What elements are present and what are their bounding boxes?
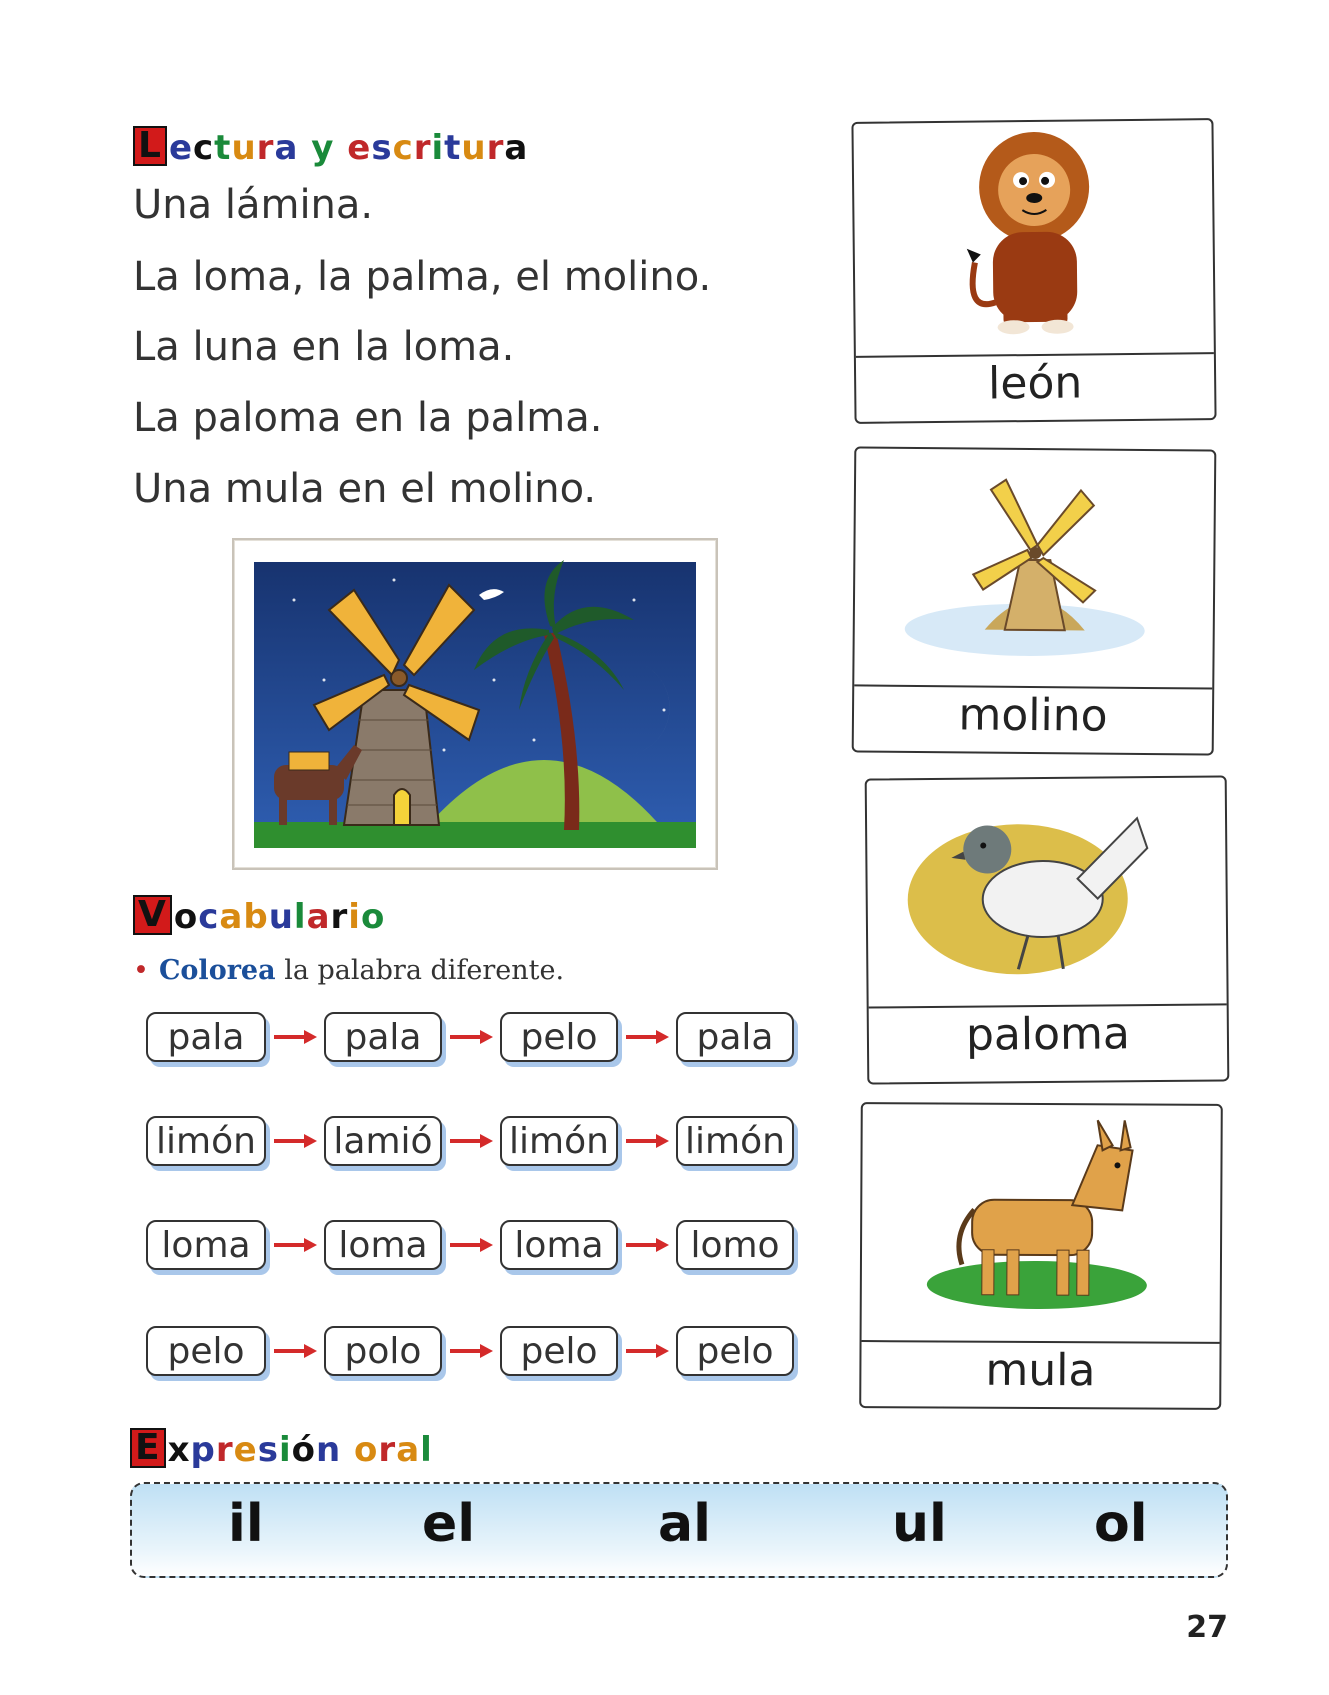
heading-letter: e (168, 128, 194, 168)
heading-letter: a (274, 128, 299, 168)
heading-letter: b (243, 897, 269, 937)
heading-letter (298, 128, 311, 168)
heading-letter: o (360, 897, 386, 937)
heading-letter: r (215, 1430, 234, 1470)
word-box[interactable]: loma (324, 1220, 442, 1270)
heading-letter: l (420, 1430, 433, 1470)
arrow-right-icon (618, 1027, 676, 1047)
heading-letter: r (378, 1430, 397, 1470)
arrow-right-icon (442, 1235, 500, 1255)
word-box[interactable]: lomo (676, 1220, 794, 1270)
heading-letters (168, 1432, 433, 1468)
heading-letters (169, 130, 528, 166)
word-box[interactable]: pelo (676, 1326, 794, 1376)
heading-letter: i (431, 128, 445, 168)
heading-letter: p (190, 1430, 216, 1470)
arrow-right-icon (266, 1131, 324, 1151)
heading-letter: y (311, 128, 335, 168)
word-box[interactable]: loma (146, 1220, 266, 1270)
heading-letter: i (278, 1430, 292, 1470)
card-label: paloma (965, 1008, 1131, 1061)
heading-letter: t (214, 128, 232, 168)
bullet-icon: • (133, 955, 149, 986)
heading-letter (341, 1430, 354, 1470)
heading-letter: r (486, 128, 505, 168)
word-box[interactable]: lamió (324, 1116, 442, 1166)
mule-icon (862, 1104, 1221, 1342)
heading-letter: u (231, 128, 257, 168)
heading-letter: a (219, 897, 244, 937)
picture-card-leon (851, 118, 1216, 424)
heading-letter: r (256, 128, 275, 168)
heading-letter: u (461, 128, 487, 168)
heading-letter: r (330, 897, 349, 937)
reading-line-4: La paloma en la palma. (133, 395, 603, 441)
word-box[interactable]: pelo (500, 1326, 618, 1376)
word-row-3 (146, 1220, 794, 1270)
heading-initial: E (130, 1428, 166, 1468)
instruction-verb: Colorea (158, 955, 276, 986)
word-box[interactable]: pala (146, 1012, 266, 1062)
word-box[interactable]: limón (676, 1116, 794, 1166)
picture-card-mula (859, 1102, 1223, 1410)
heading-letter: i (348, 897, 361, 937)
word-row-2 (146, 1116, 794, 1166)
word-box[interactable]: pala (324, 1012, 442, 1062)
reading-line-1: Una lámina. (133, 182, 374, 228)
heading-letter: t (444, 128, 462, 168)
word-row-4 (146, 1326, 794, 1376)
arrow-right-icon (442, 1131, 500, 1151)
word-box[interactable]: pala (676, 1012, 794, 1062)
syllable: ul (892, 1494, 947, 1554)
word-box[interactable]: polo (324, 1326, 442, 1376)
heading-letter: c (193, 128, 215, 168)
card-label: molino (958, 689, 1108, 742)
heading-letter: l (293, 897, 307, 937)
picture-card-molino (852, 446, 1217, 755)
windmill-scene-image (234, 540, 716, 868)
heading-letter: e (347, 128, 372, 168)
instruction-text: la palabra diferente. (284, 955, 565, 986)
reading-line-3: La luna en la loma. (133, 324, 515, 370)
heading-vocabulario (133, 895, 385, 935)
windmill-icon (854, 448, 1214, 687)
heading-letter: e (233, 1430, 258, 1470)
arrow-right-icon (442, 1027, 500, 1047)
word-row-1 (146, 1012, 794, 1062)
word-box[interactable]: pelo (500, 1012, 618, 1062)
heading-initial: L (133, 126, 167, 166)
heading-letter: a (306, 897, 331, 937)
heading-letter (334, 128, 347, 168)
heading-letter: o (354, 1430, 379, 1470)
syllable: al (658, 1494, 711, 1554)
arrow-right-icon (618, 1341, 676, 1361)
heading-letter: n (315, 1430, 342, 1470)
reading-line-5: Una mula en el molino. (133, 466, 597, 512)
vocabulary-instruction (133, 955, 564, 986)
word-box[interactable]: loma (500, 1220, 618, 1270)
heading-lectura-y-escritura (133, 126, 528, 166)
heading-letter: u (268, 897, 294, 937)
heading-letter: x (167, 1430, 191, 1470)
word-box[interactable]: limón (500, 1116, 618, 1166)
heading-letter: a (396, 1430, 421, 1470)
arrow-right-icon (266, 1027, 324, 1047)
heading-expresion-oral (130, 1428, 433, 1468)
heading-letter: r (413, 128, 432, 168)
syllable: il (228, 1494, 264, 1554)
word-box[interactable]: pelo (146, 1326, 266, 1376)
syllable: el (422, 1494, 476, 1554)
lion-icon (853, 120, 1213, 356)
arrow-right-icon (618, 1131, 676, 1151)
heading-letter: c (392, 128, 414, 168)
arrow-right-icon (618, 1235, 676, 1255)
heading-letter: ó (291, 1430, 316, 1470)
reading-line-2: La loma, la palma, el molino. (133, 254, 712, 300)
syllable: ol (1094, 1494, 1148, 1554)
card-label: mula (985, 1344, 1096, 1397)
picture-card-paloma (865, 775, 1230, 1084)
arrow-right-icon (266, 1341, 324, 1361)
card-label: león (987, 357, 1083, 410)
page-number: 27 (1186, 1610, 1228, 1645)
heading-letter: s (257, 1430, 279, 1470)
scene-illustration (232, 538, 718, 870)
heading-letter: c (198, 897, 220, 937)
syllable-strip (130, 1482, 1228, 1578)
arrow-right-icon (442, 1341, 500, 1361)
heading-letter: s (371, 128, 393, 168)
heading-letter: a (504, 128, 529, 168)
heading-initial: V (133, 895, 172, 935)
heading-letters (174, 899, 385, 935)
arrow-right-icon (266, 1235, 324, 1255)
heading-letter: o (173, 897, 199, 937)
word-box[interactable]: limón (146, 1116, 266, 1166)
dove-icon (867, 777, 1227, 1006)
